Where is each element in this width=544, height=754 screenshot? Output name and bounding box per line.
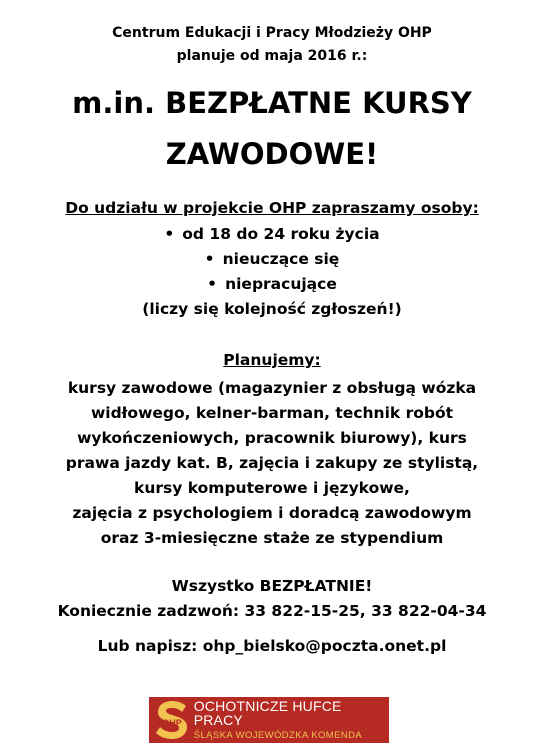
logo-mark-text: OHP xyxy=(162,718,182,728)
title-line-1: m.in. BEZPŁATNE KURSY xyxy=(72,86,472,120)
participants-note: (liczy się kolejność zgłoszeń!) xyxy=(142,300,402,318)
bullet-dot-icon: • xyxy=(207,275,218,293)
plans-line: wykończeniowych, pracownik biurowy), kurs xyxy=(77,429,467,447)
bullet-text: niepracujące xyxy=(225,275,337,293)
logo-title: OCHOTNICZE HUFCE PRACY xyxy=(193,698,342,729)
plans-line: zajęcia z psychologiem i doradcą zawodowym xyxy=(72,504,472,522)
plans-line: widłowego, kelner-barman, technik robót xyxy=(90,404,454,422)
bullet-text: nieuczące się xyxy=(222,250,340,268)
ohp-logo xyxy=(149,697,389,743)
plans-heading: Planujemy: xyxy=(223,351,321,369)
phone-line: Koniecznie zadzwoń: 33 822-15-25, 33 822-04-34 xyxy=(57,602,487,620)
bullet-item xyxy=(0,272,544,297)
plans-line: oraz 3-miesięczne staże ze stypendium xyxy=(100,529,444,547)
bullet-text: od 18 do 24 roku życia xyxy=(182,225,380,243)
bullet-item xyxy=(0,222,544,247)
plans-line: prawa jazdy kat. B, zajęcia i zakupy ze stylistą, xyxy=(65,454,479,472)
plans-line: kursy komputerowe i językowe, xyxy=(134,479,410,497)
intro-line-2: planuje od maja 2016 r.: xyxy=(176,48,368,64)
intro-line-1: Centrum Edukacji i Pracy Młodzieży OHP xyxy=(112,25,432,41)
logo-subtitle: ŚLĄSKA WOJEWÓDZKA KOMENDA xyxy=(193,730,363,742)
email-line: Lub napisz: ohp_bielsko@poczta.onet.pl xyxy=(97,637,447,655)
free-notice: Wszystko BEZPŁATNIE! xyxy=(171,577,373,595)
ohp-emblem-icon xyxy=(149,697,192,743)
plans-line: kursy zawodowe (magazynier z obsługą wózka xyxy=(67,379,477,397)
bullet-dot-icon: • xyxy=(204,250,215,268)
participants-heading: Do udziału w projekcie OHP zapraszamy osoby: xyxy=(65,199,479,217)
title-line-2: ZAWODOWE! xyxy=(165,137,379,171)
logo-text xyxy=(192,699,389,741)
bullet-dot-icon: • xyxy=(164,225,175,243)
bullet-item xyxy=(0,247,544,272)
